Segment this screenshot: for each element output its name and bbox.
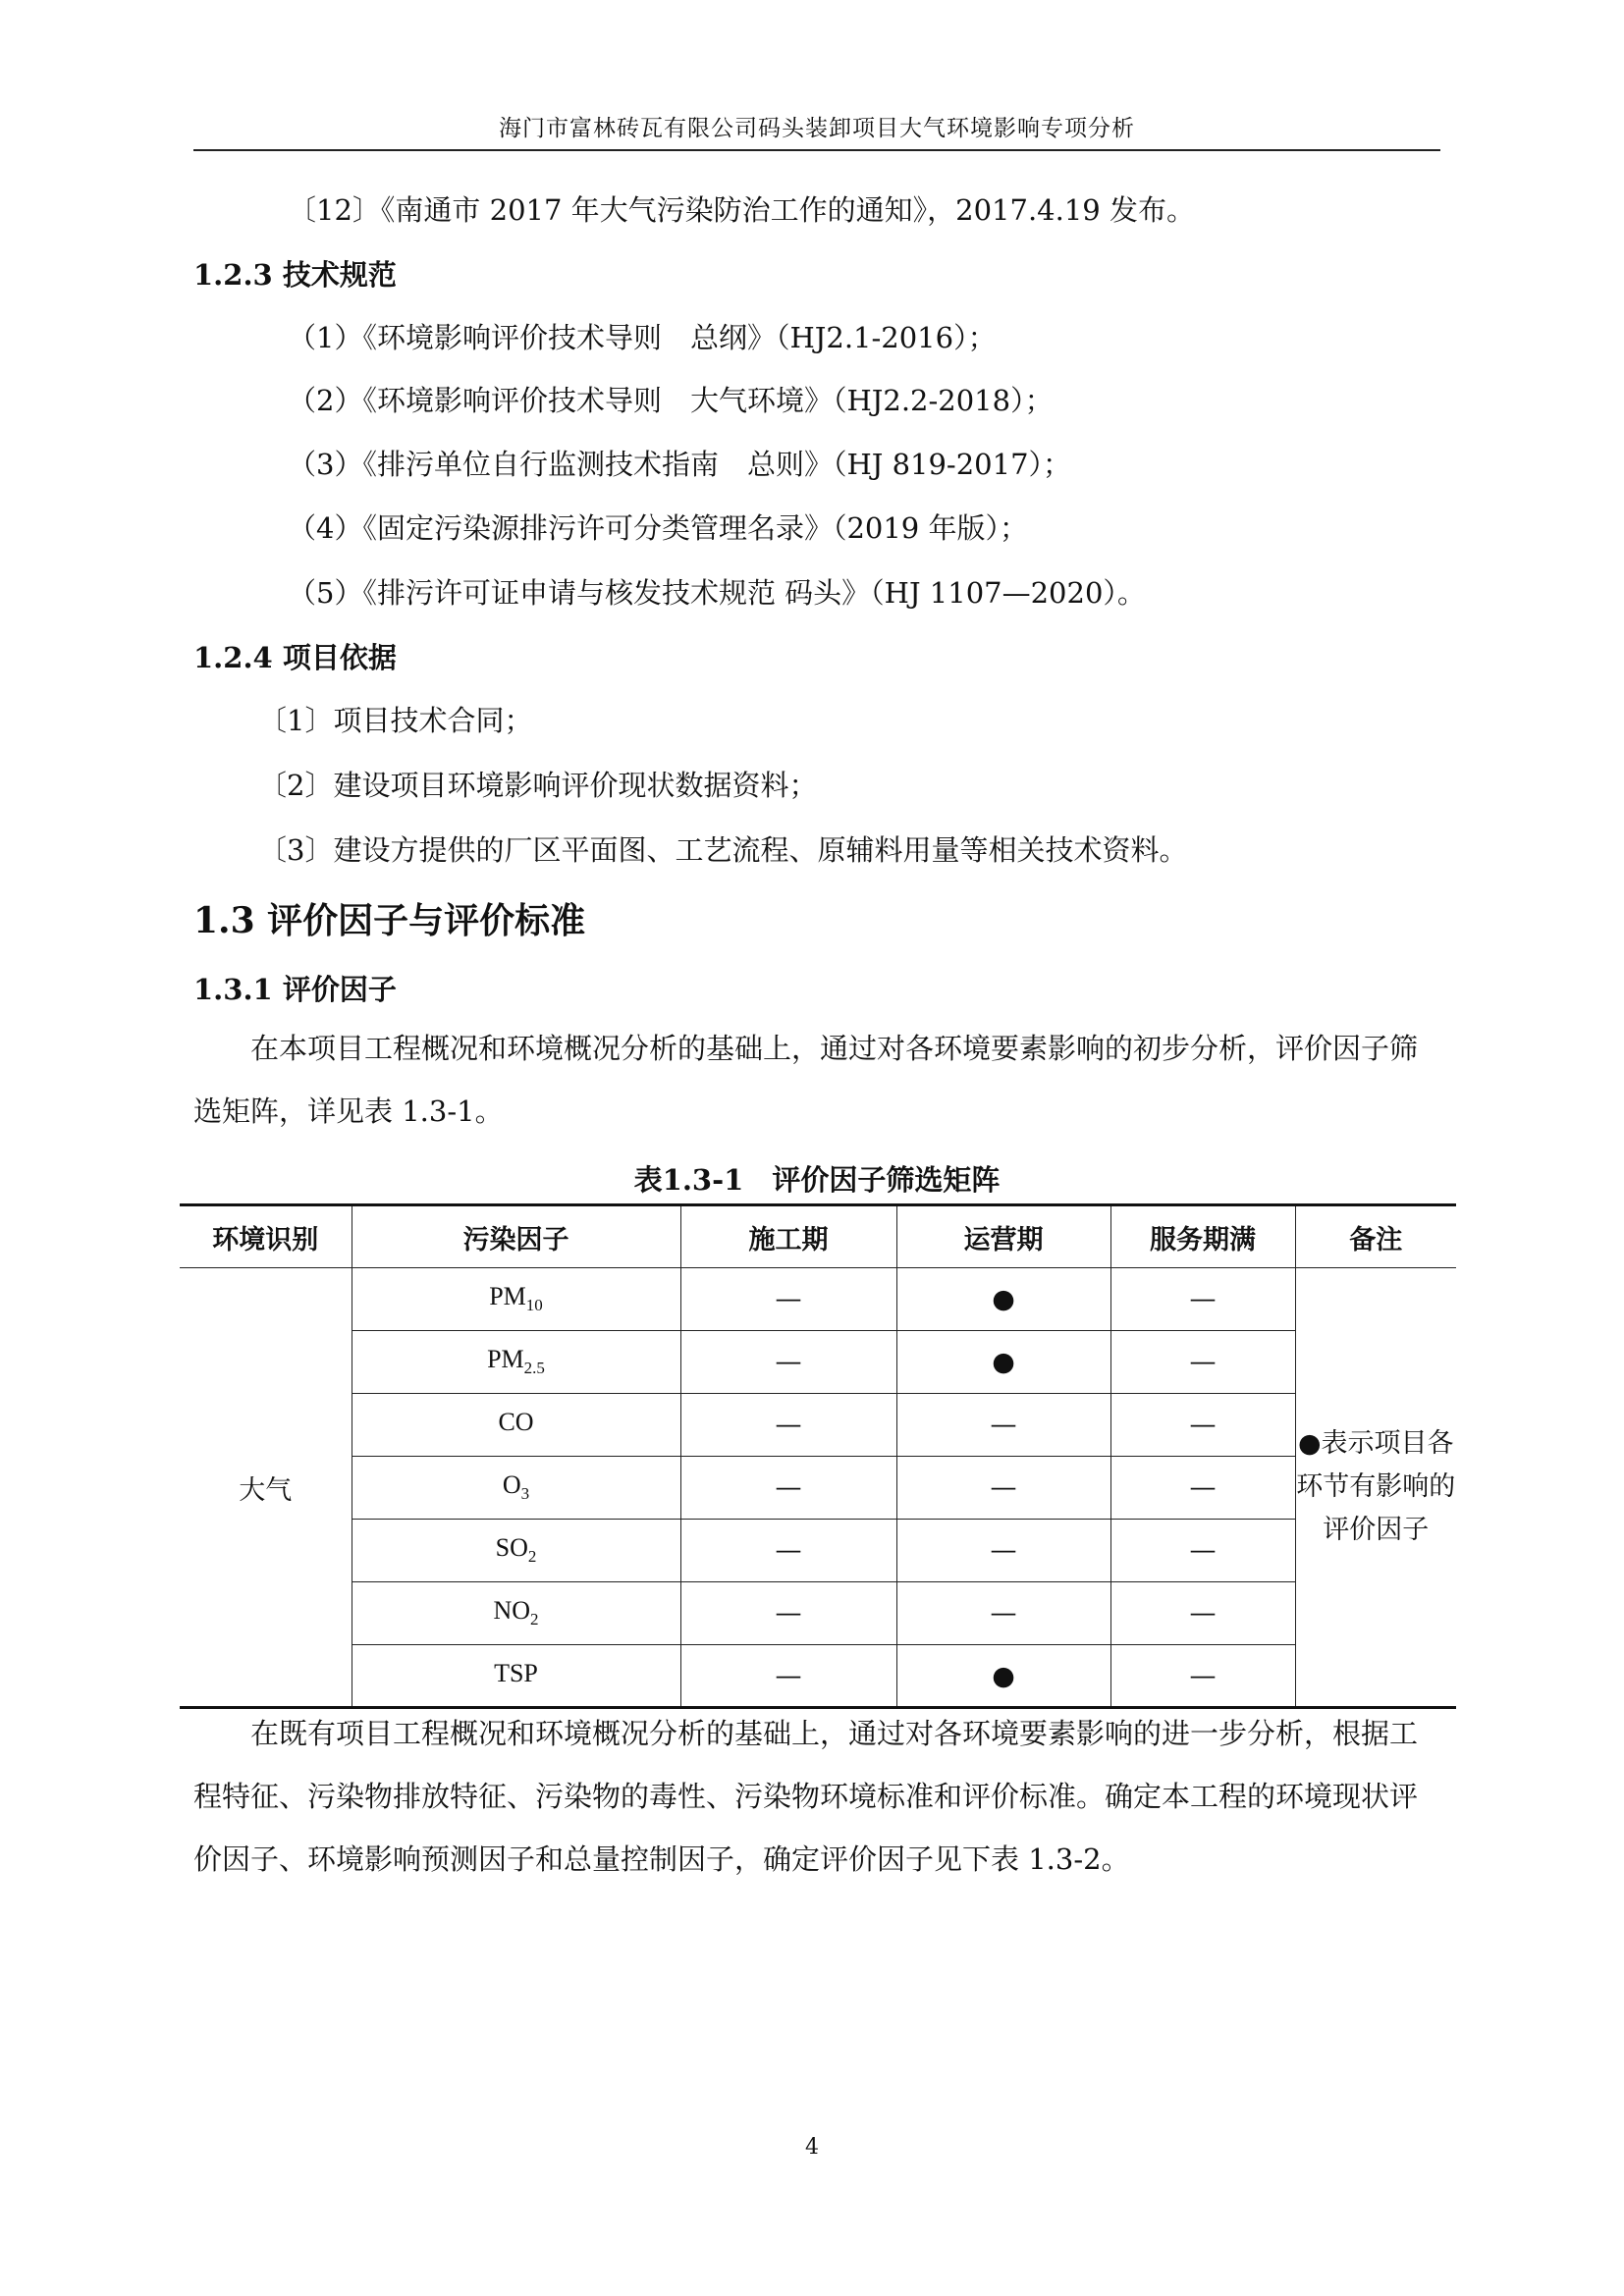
operation-cell: ● [896,1645,1110,1708]
factor-cell: $NO_2$ [352,1582,680,1645]
table-row [180,1645,1456,1708]
service-end-cell: — [1110,1520,1295,1582]
reference-item-12: 〔12〕《南通市 2017 年大气污染防治工作的通知》，2017.4.19 发布。 [288,193,1195,227]
table-row [180,1520,1456,1582]
header-rule [193,149,1440,151]
table-row [180,1394,1456,1457]
operation-cell: — [896,1582,1110,1645]
service-end-cell: — [1110,1394,1295,1457]
table-row [180,1331,1456,1394]
page-header: 海门市富林砖瓦有限公司码头装卸项目大气环境影响专项分析 [499,116,1135,141]
basis-item: 〔1〕项目技术合同； [258,704,533,737]
operation-cell: — [896,1394,1110,1457]
construction-cell: — [680,1331,896,1394]
construction-cell: — [680,1457,896,1520]
col-header-construction: 施工期 [680,1205,896,1268]
page-number: 4 [805,2135,819,2160]
service-end-cell: — [1110,1457,1295,1520]
col-header-env: 环境识别 [180,1205,352,1268]
table-header-row [180,1205,1456,1268]
table-row [180,1457,1456,1520]
factor-cell: TSP [352,1645,680,1708]
construction-cell: — [680,1394,896,1457]
col-header-service-end: 服务期满 [1110,1205,1295,1268]
standard-item: （1）《环境影响评价技术导则 总纲》（HJ2.1-2016）； [288,321,997,354]
factor-screening-table [180,1203,1456,1709]
operation-cell: — [896,1520,1110,1582]
standard-item: （3）《排污单位自行监测技术指南 总则》（HJ 819-2017）； [288,448,1072,481]
section-heading-1-2-3: 1.2.3 技术规范 [193,258,397,292]
operation-cell: ● [896,1268,1110,1331]
standard-item: （5）《排污许可证申请与核发技术规范 码头》（HJ 1107—2020）。 [288,576,1146,610]
table-row [180,1582,1456,1645]
construction-cell: — [680,1520,896,1582]
factor-cell: $SO_2$ [352,1520,680,1582]
construction-cell: — [680,1582,896,1645]
col-header-factor: 污染因子 [352,1205,680,1268]
table-caption: 表1.3-1 评价因子筛选矩阵 [633,1163,1001,1197]
construction-cell: — [680,1268,896,1331]
env-cell: 大气 [180,1268,352,1708]
factor-cell: $PM_{2.5}$ [352,1331,680,1394]
col-header-operation: 运营期 [896,1205,1110,1268]
construction-cell: — [680,1645,896,1708]
service-end-cell: — [1110,1331,1295,1394]
factor-cell: CO [352,1394,680,1457]
basis-item: 〔3〕建设方提供的厂区平面图、工艺流程、原辅料用量等相关技术资料。 [258,833,1188,867]
service-end-cell: — [1110,1582,1295,1645]
section-heading-1-3: 1.3 评价因子与评价标准 [193,900,586,941]
table-row [180,1268,1456,1331]
factor-cell: $PM_{10}$ [352,1268,680,1331]
operation-cell: — [896,1457,1110,1520]
service-end-cell: — [1110,1268,1295,1331]
section-heading-1-2-4: 1.2.4 项目依据 [193,641,397,674]
closing-paragraph: 在既有项目工程概况和环境概况分析的基础上，通过对各环境要素影响的进一步分析，根据工程特征、污染物排放特征、污染物的毒性、污染物环境标准和评价标准。确定本工程的环境现状评价因子、环境影响预测因子和总量控制因子，确定评价因子见下表 1.3-2。 [193,1717,1419,1876]
service-end-cell: — [1110,1645,1295,1708]
remarks-cell: ●表示项目各环节有影响的评价因子 [1295,1268,1456,1708]
standard-item: （2）《环境影响评价技术导则 大气环境》（HJ2.2-2018）； [288,384,1054,417]
standard-item: （4）《固定污染源排污许可分类管理名录》（2019 年版）； [288,511,1028,545]
intro-paragraph: 在本项目工程概况和环境概况分析的基础上，通过对各环境要素影响的初步分析，评价因子筛选矩阵，详见表 1.3-1。 [193,1032,1419,1128]
basis-item: 〔2〕建设项目环境影响评价现状数据资料； [258,769,818,802]
section-heading-1-3-1: 1.3.1 评价因子 [193,973,397,1006]
col-header-remarks: 备注 [1295,1205,1456,1268]
factor-cell: $O_3$ [352,1457,680,1520]
operation-cell: ● [896,1331,1110,1394]
